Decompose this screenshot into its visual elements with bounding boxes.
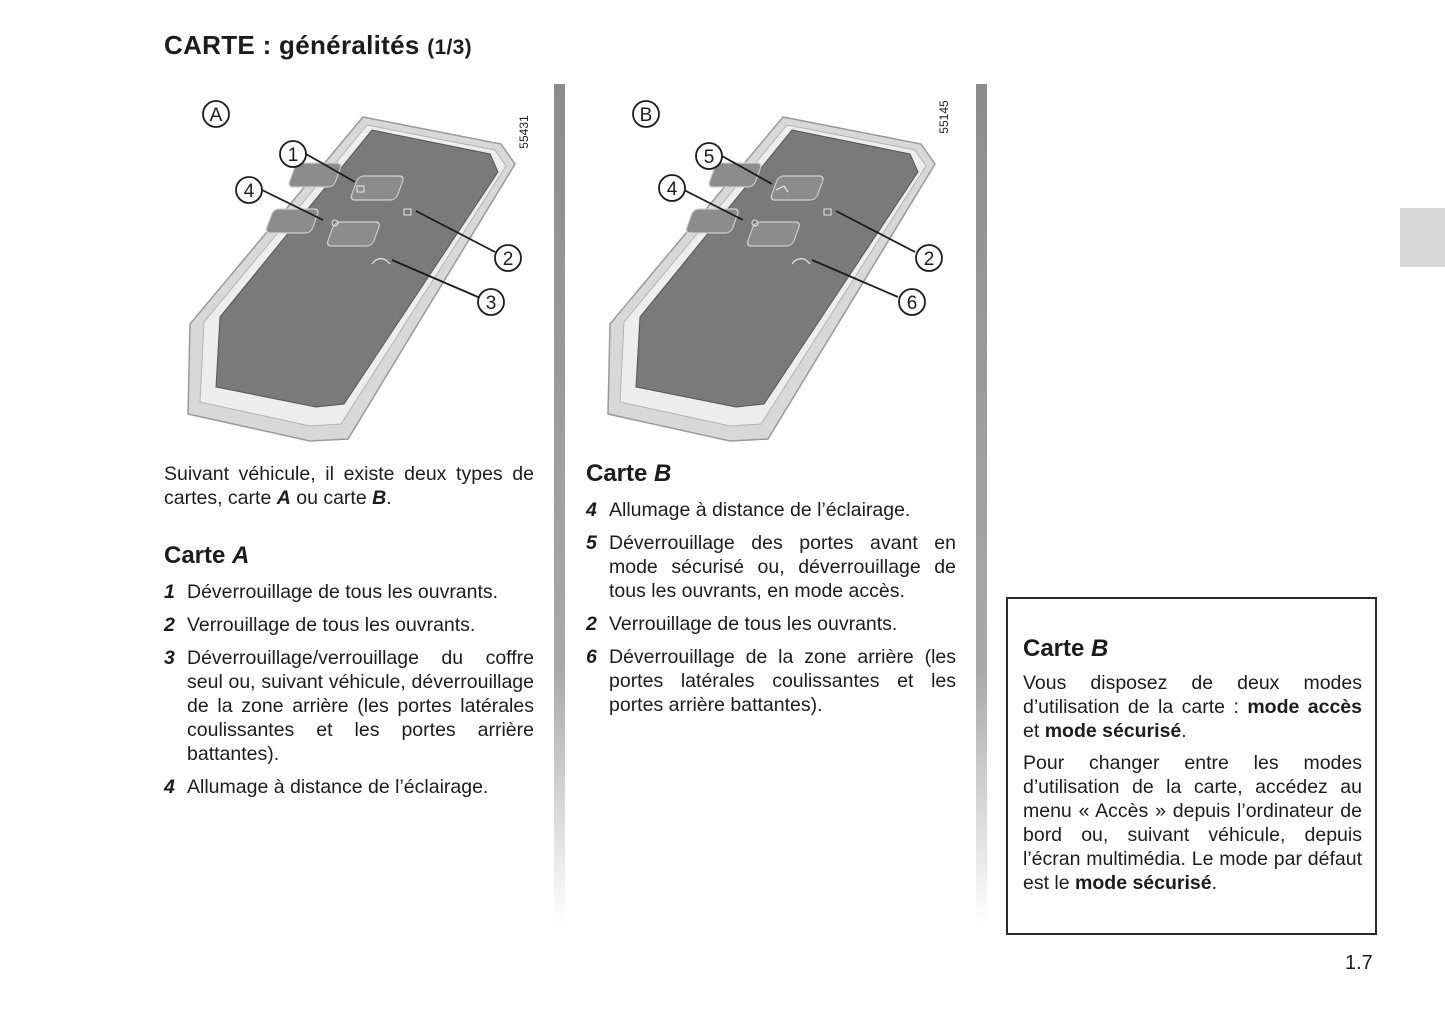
list-item: 6 Déverrouillage de la zone arrière (les portes latérales coulissantes et les portes arrière battantes).: [586, 646, 956, 716]
callout-label: 5: [703, 147, 715, 168]
info-box-content: [1023, 637, 1362, 903]
figure-code: 55145: [937, 100, 951, 134]
page-title: CARTE : généralités (1/3): [164, 30, 472, 60]
card-a-illustration: [160, 84, 550, 454]
intro-paragraph: Suivant véhicule, il existe deux types de cartes, carte A ou carte B.: [164, 463, 534, 509]
page-number: 1.7: [1345, 952, 1373, 974]
list-item: 4 Allumage à distance de l’éclairage.: [586, 499, 911, 521]
info-box-paragraph-2: Pour changer entre les modes d’utilisation de la carte, accédez au menu « Accès » depuis l’ordinateur de bord ou, suivant véhicule, depuis l’écran multimédia. Le mode par défaut est le mode sécurisé.: [1023, 752, 1362, 894]
info-box-paragraph-1: Vous disposez de deux modes d’utilisation de la carte : mode accès et mode sécurisé.: [1023, 672, 1363, 742]
button-2: [350, 176, 405, 200]
figure-letter: B: [639, 105, 653, 126]
callout-label: 1: [287, 145, 299, 166]
callout-label: 3: [485, 293, 497, 314]
list-item: 1 Déverrouillage de tous les ouvrants.: [164, 581, 499, 603]
page-part: (1/3): [427, 36, 472, 59]
column-separator-1: [554, 84, 565, 924]
figure-card-b: [580, 84, 970, 454]
button-2: [770, 176, 825, 200]
info-box-heading: Carte B: [1023, 635, 1109, 662]
list-item: 3 Déverrouillage/verrouillage du coffre seul ou, suivant véhicule, déverrouillage de la zone arrière (les portes latérales coulissantes et les portes arrière battantes).: [164, 647, 534, 765]
list-item: 5 Déverrouillage des portes avant en mode sécurisé ou, déverrouillage de tous les ouvrants, en mode accès.: [586, 532, 956, 602]
list-item: 2 Verrouillage de tous les ouvrants.: [164, 614, 476, 636]
column-separator-2: [976, 84, 987, 924]
list-item: 4 Allumage à distance de l’éclairage.: [164, 776, 489, 798]
card-b-illustration: [580, 84, 970, 454]
callout-label: 4: [666, 179, 678, 200]
column-2: [586, 462, 956, 726]
list-item: 2 Verrouillage de tous les ouvrants.: [586, 613, 898, 635]
carte-b-list: [586, 498, 956, 717]
carte-a-list: [164, 580, 534, 799]
callout-label: 4: [243, 181, 255, 202]
info-box: [1006, 597, 1377, 935]
callout-label: 2: [923, 249, 935, 270]
figure-code: 55431: [517, 115, 531, 149]
button-4: [685, 209, 740, 233]
figure-letter: A: [209, 105, 223, 126]
callout-label: 2: [502, 249, 514, 270]
section-heading-carte-b: Carte B: [586, 460, 672, 487]
section-heading-carte-a: Carte A: [164, 542, 250, 569]
callout-label: 6: [906, 293, 918, 314]
button-4: [265, 209, 320, 233]
section-tab: [1400, 208, 1445, 267]
figure-card-a: [160, 84, 550, 454]
column-1: [164, 462, 534, 808]
